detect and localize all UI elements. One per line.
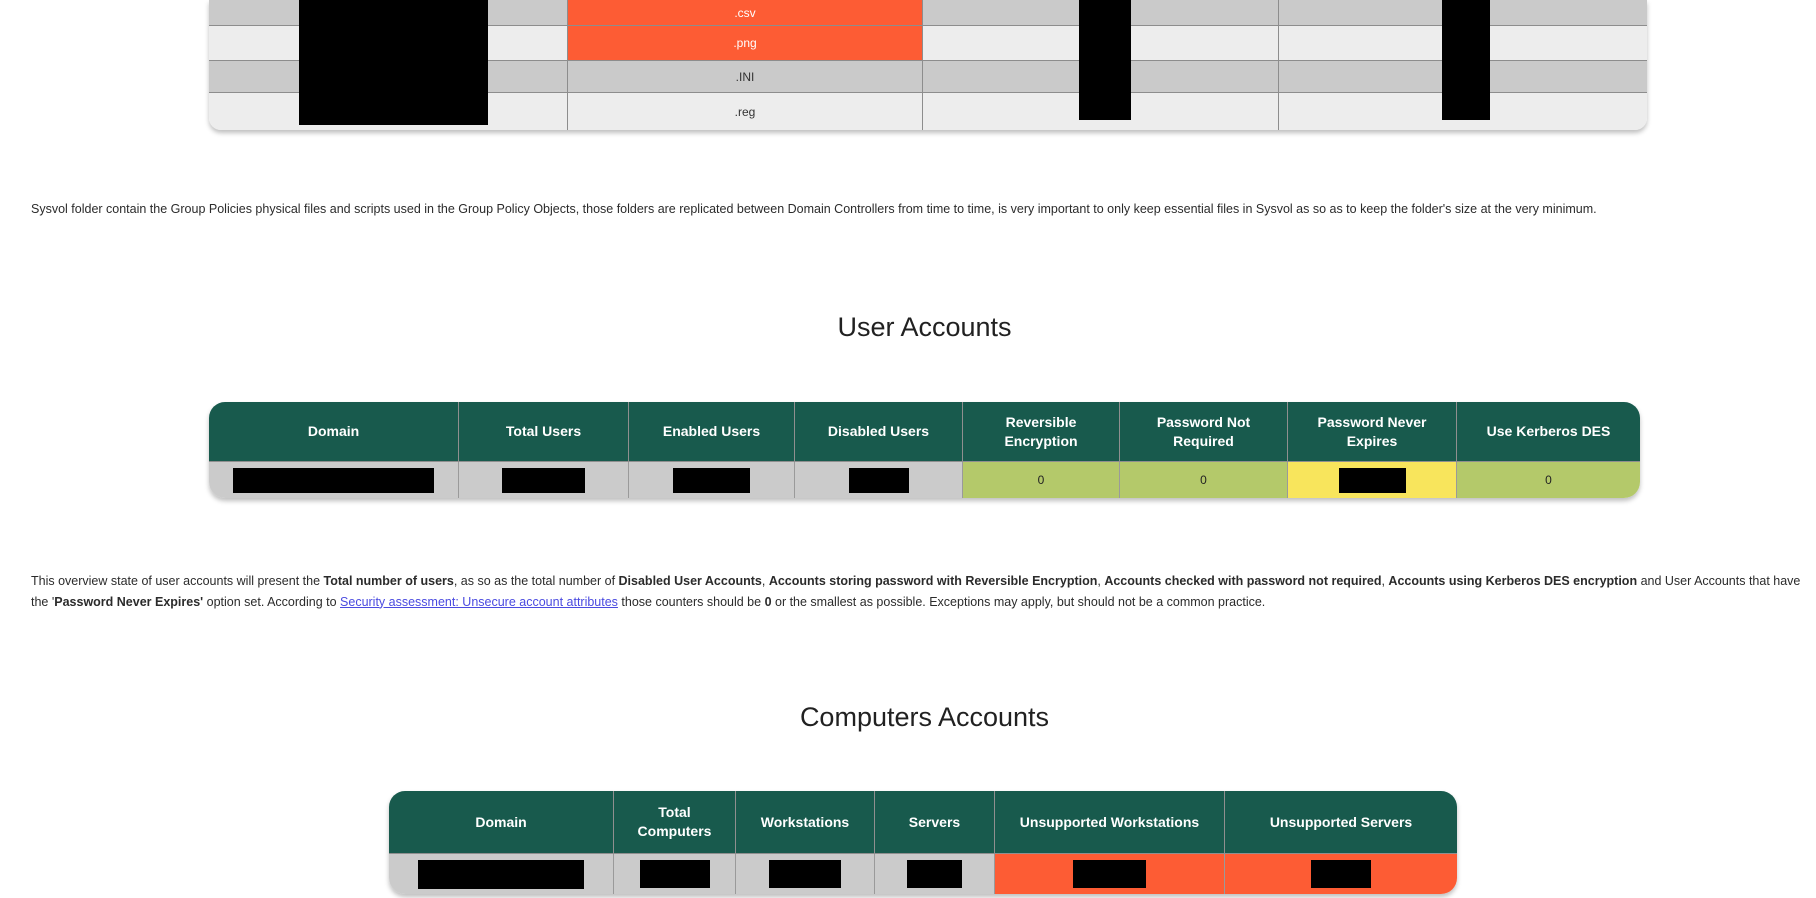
column-header-unsupported-servers: Unsupported Servers bbox=[1225, 791, 1457, 854]
column-header-enabled-users: Enabled Users bbox=[629, 402, 795, 462]
note-text: , as so as the total number of bbox=[453, 573, 619, 588]
computers-accounts-table bbox=[389, 791, 1457, 894]
redacted-value bbox=[1073, 860, 1146, 888]
sysvol-cell-extension: .png bbox=[568, 26, 923, 61]
note-bold-text: 0 bbox=[764, 594, 772, 609]
note-bold-text: Accounts storing password with Reversible Encryption bbox=[768, 573, 1098, 588]
sysvol-cell-extension: .INI bbox=[568, 61, 923, 93]
note-text: option set. According to bbox=[203, 594, 341, 609]
column-header-disabled-users: Disabled Users bbox=[795, 402, 963, 462]
column-header-password-not-required: Password Not Required bbox=[1120, 402, 1288, 462]
cell-unsupported-servers bbox=[1225, 854, 1457, 894]
note-text: or the smallest as possible. Exceptions may apply, but should not be a common practice. bbox=[771, 594, 1266, 609]
cell-unsupported-workstations bbox=[995, 854, 1225, 894]
cell-password-never-expires bbox=[1288, 462, 1457, 498]
note-bold-text: Accounts checked with password not required bbox=[1104, 573, 1382, 588]
redacted-value bbox=[418, 860, 584, 889]
redacted-value bbox=[1339, 468, 1406, 493]
redacted-value bbox=[233, 468, 434, 493]
note-text: and User Accounts that have the ' bbox=[31, 573, 1801, 609]
note-bold-text: Accounts using Kerberos DES encryption bbox=[1388, 573, 1638, 588]
column-header-total-computers: Total Computers bbox=[614, 791, 736, 854]
column-header-use-kerberos-des: Use Kerberos DES bbox=[1457, 402, 1640, 462]
cell-domain bbox=[209, 462, 459, 498]
cell-enabled-users bbox=[629, 462, 795, 498]
column-header-password-never-expires: Password Never Expires bbox=[1288, 402, 1457, 462]
column-header-workstations: Workstations bbox=[736, 791, 875, 854]
user-accounts-title: User Accounts bbox=[837, 312, 1012, 342]
security-assessment-link[interactable]: Security assessment: Unsecure account attributes bbox=[340, 594, 618, 609]
cell-total-computers bbox=[614, 854, 736, 894]
redacted-value bbox=[640, 860, 710, 888]
note-bold-text: Disabled User Accounts bbox=[618, 573, 762, 588]
redacted-value bbox=[673, 468, 750, 493]
note-text: This overview state of user accounts will present the bbox=[31, 573, 324, 588]
cell-disabled-users bbox=[795, 462, 963, 498]
note-text: , bbox=[1381, 573, 1389, 588]
column-header-reversible-encryption: Reversible Encryption bbox=[963, 402, 1120, 462]
note-bold-text: Password Never Expires' bbox=[54, 594, 204, 609]
redacted-value bbox=[1079, 0, 1131, 120]
redacted-value bbox=[1442, 0, 1490, 120]
redacted-value bbox=[299, 0, 488, 125]
column-header-servers: Servers bbox=[875, 791, 995, 854]
redacted-value bbox=[849, 468, 909, 493]
cell-servers bbox=[875, 854, 995, 894]
note-text: those counters should be bbox=[617, 594, 765, 609]
column-header-unsupported-workstations: Unsupported Workstations bbox=[995, 791, 1225, 854]
cell-use-kerberos-des: 0 bbox=[1457, 462, 1640, 498]
redacted-value bbox=[907, 860, 962, 888]
cell-domain bbox=[389, 854, 614, 894]
computers-accounts-title: Computers Accounts bbox=[799, 702, 1050, 732]
sysvol-note: Sysvol folder contain the Group Policies physical files and scripts used in the Group Policy Objects, those folders are replicated between Domain Controllers from time to time, is very important to only keep essential files in Sysvol as so as to keep the folder's size at the very minimum. bbox=[31, 201, 1597, 216]
redacted-value bbox=[502, 468, 585, 493]
redacted-value bbox=[1311, 860, 1371, 888]
user-accounts-note bbox=[31, 571, 1806, 613]
sysvol-cell-extension: .csv bbox=[568, 0, 923, 26]
user-accounts-table bbox=[209, 402, 1640, 498]
note-text: , bbox=[1097, 573, 1105, 588]
cell-workstations bbox=[736, 854, 875, 894]
sysvol-cell-extension: .reg bbox=[568, 93, 923, 130]
note-bold-text: Total number of users bbox=[323, 573, 454, 588]
sysvol-files-table bbox=[209, 0, 1647, 130]
note-text: , bbox=[761, 573, 769, 588]
column-header-total-users: Total Users bbox=[459, 402, 629, 462]
cell-total-users bbox=[459, 462, 629, 498]
redacted-value bbox=[769, 860, 841, 888]
column-header-domain: Domain bbox=[389, 791, 614, 854]
cell-reversible-encryption: 0 bbox=[963, 462, 1120, 498]
column-header-domain: Domain bbox=[209, 402, 459, 462]
cell-password-not-required: 0 bbox=[1120, 462, 1288, 498]
